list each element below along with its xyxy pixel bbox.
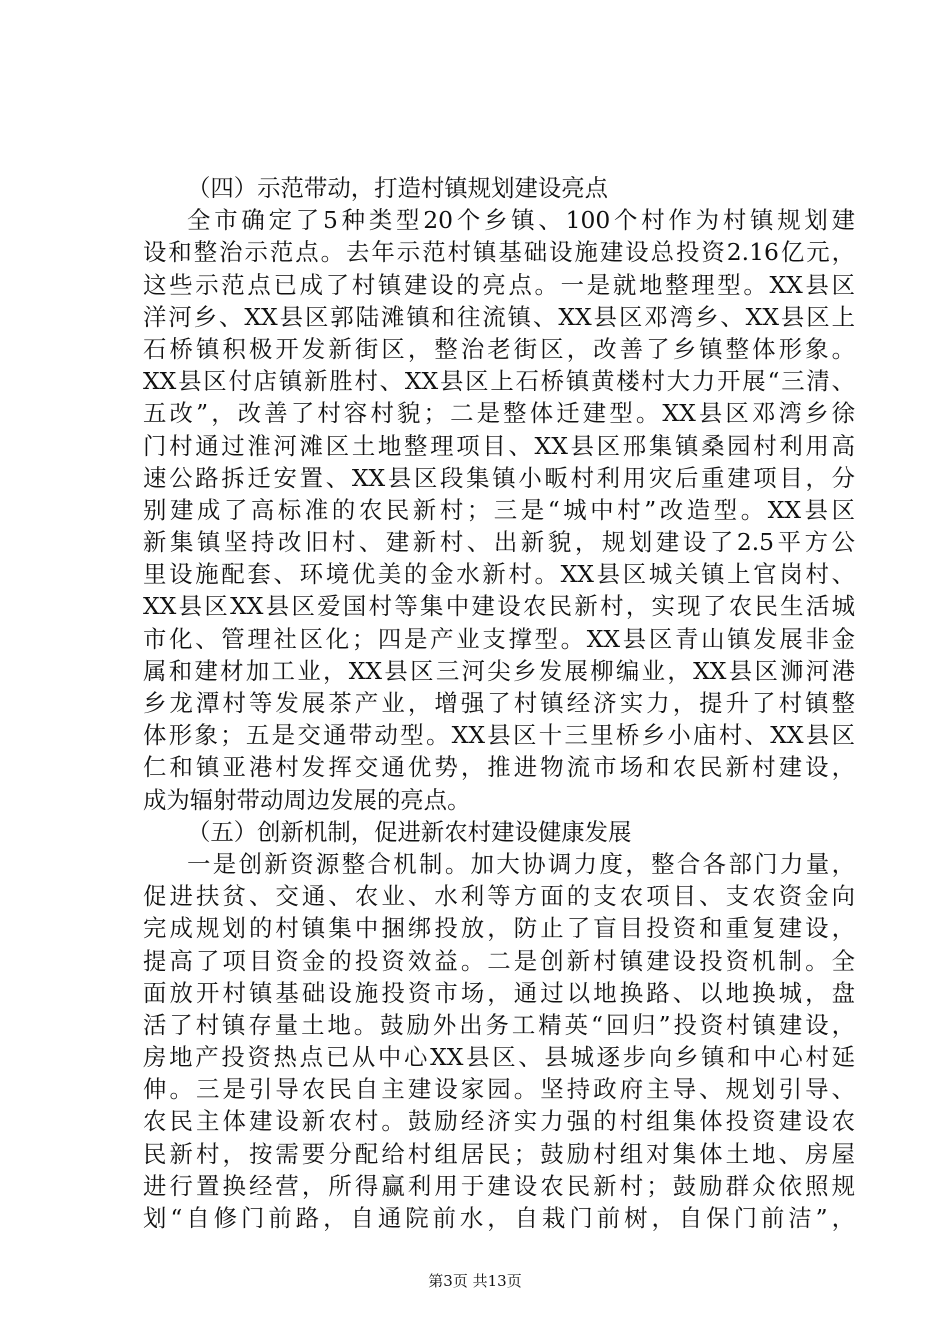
paragraph-line: 这些示范点已成了村镇建设的亮点。一是就地整理型。XX县区 [143,270,855,299]
paragraph-line: 民新村，按需要分配给村组居民；鼓励村组对集体土地、房屋 [143,1139,855,1168]
paragraph-line: 新集镇坚持改旧村、建新村、出新貌，规划建设了2.5平方公 [143,528,855,557]
section-heading: （四）示范带动，打造村镇规划建设亮点 [187,174,609,202]
paragraph-line: 石桥镇积极开发新街区，整治老街区，改善了乡镇整体形象。 [143,334,855,363]
paragraph-line: 促进扶贫、交通、农业、水利等方面的支农项目、支农资金向 [143,882,855,911]
paragraph-line: 别建成了高标准的农民新村；三是“城中村”改造型。XX县区 [143,495,855,524]
paragraph-line: 成为辐射带动周边发展的亮点。 [143,785,471,814]
paragraph-line: 提高了项目资金的投资效益。二是创新村镇建设投资机制。全 [143,946,855,975]
paragraph-line: 房地产投资热点已从中心XX县区、县城逐步向乡镇和中心村延 [143,1043,855,1072]
paragraph-line: 进行置换经营，所得赢利用于建设农民新村；鼓励群众依照规 [143,1171,855,1200]
paragraph-line: 市化、管理社区化；四是产业支撑型。XX县区青山镇发展非金 [143,624,855,653]
section-heading: （五）创新机制，促进新农村建设健康发展 [187,817,632,846]
document-body [143,172,855,1234]
paragraph-line: 乡龙潭村等发展茶产业，增强了村镇经济实力，提升了村镇整 [143,689,855,717]
paragraph-line: 属和建材加工业，XX县区三河尖乡发展柳编业，XX县区浉河港 [143,656,855,685]
paragraph-line: 洋河乡、XX县区郭陆滩镇和往流镇、XX县区邓湾乡、XX县区上 [143,302,855,331]
paragraph-line: 门村通过淮河滩区土地整理项目、XX县区邢集镇桑园村利用高 [143,431,855,460]
paragraph-line: XX县区XX县区爱国村等集中建设农民新村，实现了农民生活城 [143,592,855,621]
paragraph-line: 速公路拆迁安置、XX县区段集镇小畈村利用灾后重建项目，分 [143,463,855,492]
paragraph-line: 里设施配套、环境优美的金水新村。XX县区城关镇上官岗村、 [143,560,855,589]
paragraph-line: XX县区付店镇新胜村、XX县区上石桥镇黄楼村大力开展“三清、 [143,367,855,396]
paragraph-line: 划“自修门前路，自通院前水，自栽门前树，自保门前洁”， [143,1204,855,1232]
paragraph-line: 全市确定了5种类型20个乡镇、100个村作为村镇规划建 [187,206,855,235]
paragraph-line: 完成规划的村镇集中捆绑投放，防止了盲目投资和重复建设， [143,914,855,943]
page-footer: 第3页 共13页 [428,1272,522,1290]
paragraph-line: 农民主体建设新农村。鼓励经济实力强的村组集体投资建设农 [143,1107,855,1136]
paragraph-line: 五改”，改善了村容村貌；二是整体迁建型。XX县区邓湾乡徐 [143,399,855,428]
paragraph-line: 一是创新资源整合机制。加大协调力度，整合各部门力量， [187,849,855,878]
paragraph-line: 体形象；五是交通带动型。XX县区十三里桥乡小庙村、XX县区 [143,721,855,750]
paragraph-line: 仁和镇亚港村发挥交通优势，推进物流市场和农民新村建设， [143,753,855,782]
paragraph-line: 活了村镇存量土地。鼓励外出务工精英“回归”投资村镇建设， [143,1010,855,1039]
paragraph-line: 伸。三是引导农民自主建设家园。坚持政府主导、规划引导、 [143,1075,855,1104]
paragraph-line: 面放开村镇基础设施投资市场，通过以地换路、以地换城，盘 [143,978,855,1007]
paragraph-line: 设和整治示范点。去年示范村镇基础设施建设总投资2.16亿元， [143,238,855,267]
